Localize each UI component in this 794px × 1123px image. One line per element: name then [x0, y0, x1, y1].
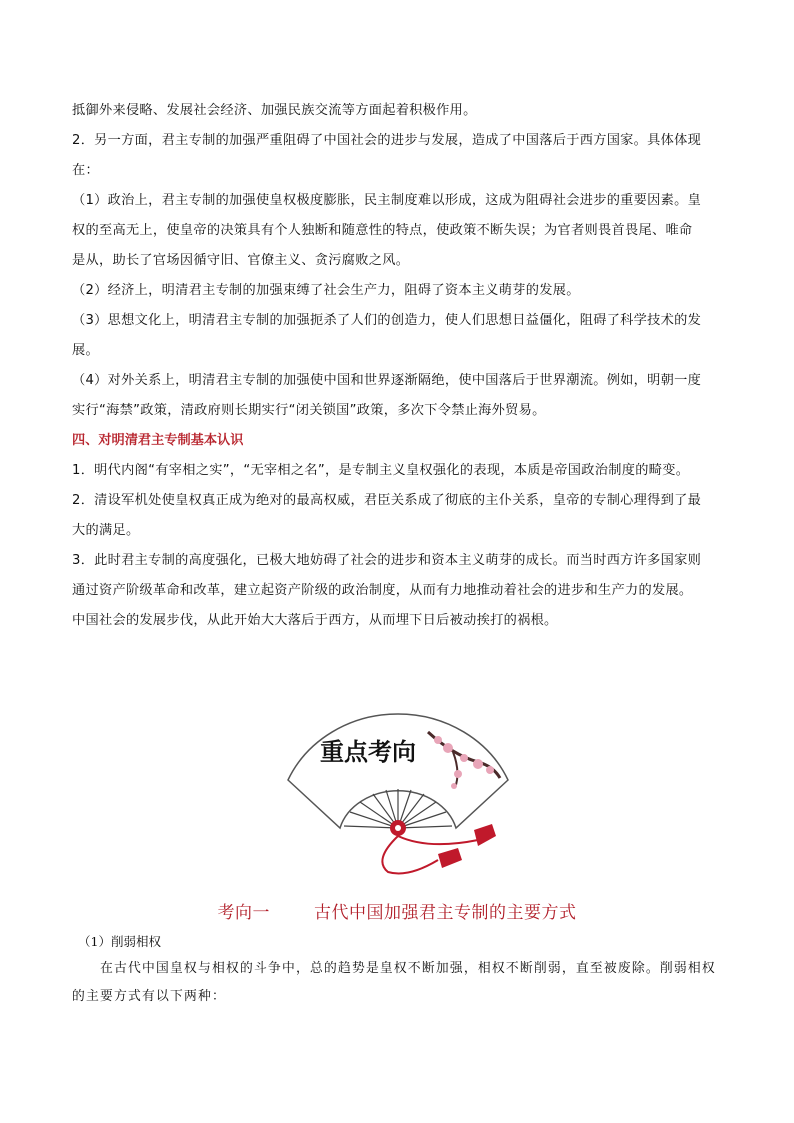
text-line: 权的至高无上，使皇帝的决策具有个人独断和随意性的特点，使政策不断失误；为官者则畏首畏尾、唯命: [72, 223, 693, 238]
paragraph-culture: [72, 306, 726, 366]
text-line: （2）经济上，明清君主专制的加强束缚了社会生产力，阻碍了资本主义萌芽的发展。: [72, 283, 580, 298]
fan-banner-illustration: [278, 700, 518, 880]
paragraph-s4-1: [72, 456, 726, 486]
paragraph-s4-2: [72, 486, 726, 546]
body-text-block: [72, 955, 726, 1011]
text-line: 是从，助长了官场因循守旧、官僚主义、贪污腐败之风。: [72, 253, 410, 268]
text-line: 大的满足。: [72, 523, 140, 538]
paragraph-intro: [72, 96, 726, 126]
paragraph-political: [72, 186, 726, 276]
text-line: 通过资产阶级革命和改革，建立起资产阶级的政治制度，从而有力地推动着社会的进步和生产力的发展。: [72, 583, 693, 598]
text-line: （4）对外关系上，明清君主专制的加强使中国和世界逐渐隔绝，使中国落后于世界潮流。例如，明朝一度: [72, 373, 702, 388]
text-line: 实行“海禁”政策，清政府则长期实行“闭关锁国”政策，多次下令禁止海外贸易。: [72, 403, 546, 418]
section-heading: 四、对明清君主专制基本认识: [72, 433, 244, 448]
text-line: 抵御外来侵略、发展社会经济、加强民族交流等方面起着积极作用。: [72, 103, 477, 118]
text-line: 中国社会的发展步伐，从此开始大大落后于西方，从而埋下日后被动挨打的祸根。: [72, 613, 558, 628]
text-line: 2．另一方面，君主专制的加强严重阻碍了中国社会的进步与发展，造成了中国落后于西方国家。具体体现: [72, 133, 702, 148]
fan-icon: [278, 700, 518, 880]
text-line: （1）政治上，君主专制的加强使皇权极度膨胀，民主制度难以形成，这成为阻碍社会进步的重要因素。皇: [72, 193, 702, 208]
section-title: [0, 898, 794, 923]
text-line: 在古代中国皇权与相权的斗争中，总的趋势是皇权不断加强，相权不断削弱，直至被废除。削弱相权: [100, 961, 716, 976]
text-line: 展。: [72, 343, 99, 358]
paragraph-economic: [72, 276, 726, 306]
text-line: 在：: [72, 163, 99, 178]
text-line: 1．明代内阁“有宰相之实”，“无宰相之名”，是专制主义皇权强化的表现，本质是帝国政治制度的畸变。: [72, 463, 690, 478]
text-line: 2．清设军机处使皇权真正成为绝对的最高权威，君臣关系成了彻底的主仆关系，皇帝的专制心理得到了最: [72, 493, 702, 508]
section-prefix: 考向一: [217, 903, 270, 923]
paragraph-foreign: [72, 366, 726, 426]
section-title-text: 古代中国加强君主专制的主要方式: [314, 903, 577, 923]
top-text-block: [72, 96, 726, 636]
fan-title: 重点考向: [320, 737, 416, 766]
text-line: （3）思想文化上，明清君主专制的加强扼杀了人们的创造力，使人们思想日益僵化，阻碍了科学技术的发: [72, 313, 702, 328]
text-line: 的主要方式有以下两种：: [72, 989, 226, 1004]
paragraph-s4-3: [72, 546, 726, 636]
paragraph-point-2: [72, 126, 726, 186]
subheading: （1）削弱相权: [78, 934, 161, 949]
text-line: 3．此时君主专制的高度强化，已极大地妨碍了社会的进步和资本主义萌芽的成长。而当时西方许多国家则: [72, 553, 702, 568]
